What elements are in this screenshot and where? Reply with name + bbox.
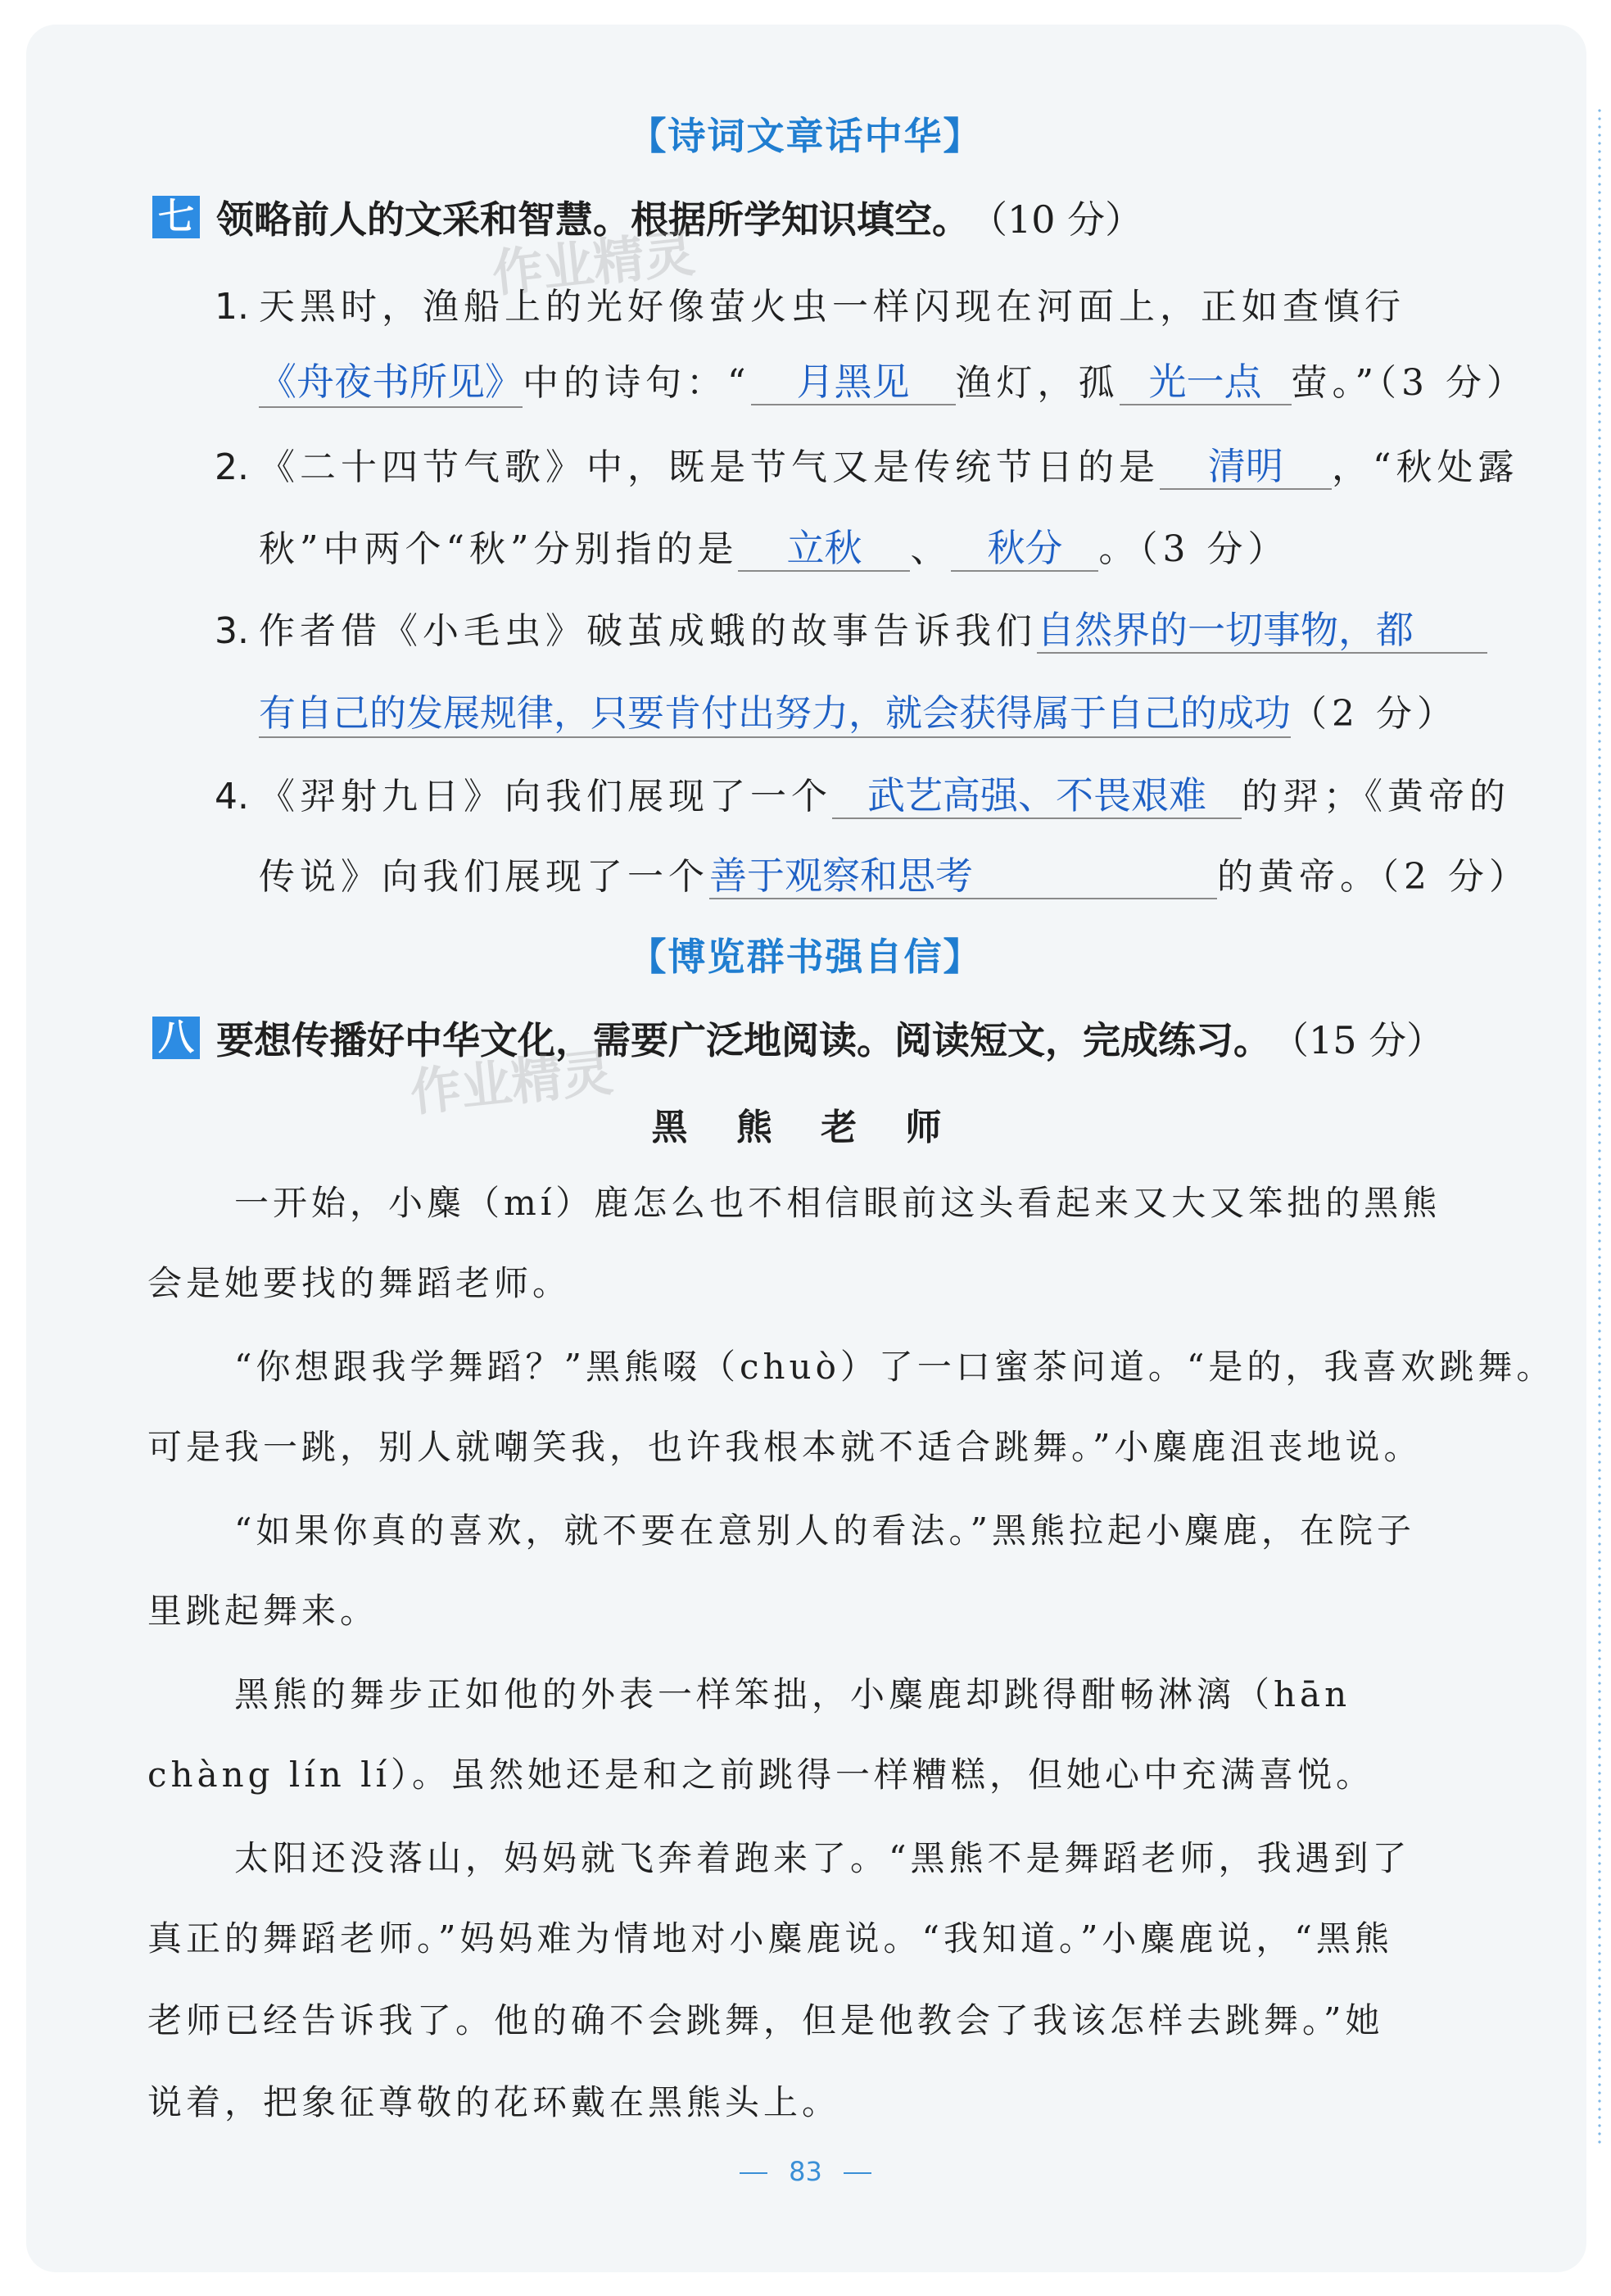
answer-blank: 有自己的发展规律，只要肯付出努力，就会获得属于自己的成功 bbox=[259, 683, 1291, 738]
question-score: （10 分） bbox=[970, 197, 1143, 242]
answer-blank: 光一点 bbox=[1120, 360, 1292, 405]
story-line: “你想跟我学舞蹈？”黑熊啜（chuò）了一口蜜茶问道。“是的，我喜欢跳舞。 bbox=[234, 1347, 1555, 1387]
answer-poem-title: 《舟夜书所见》 bbox=[259, 352, 523, 408]
item-text: 渔灯，孤 bbox=[955, 362, 1120, 404]
question-text: 要想传播好中华文化，需要广泛地阅读。阅读短文，完成练习。 bbox=[216, 1018, 1271, 1062]
answer-blank: 善于观察和思考 bbox=[709, 854, 1217, 899]
item-text: 天黑时，渔船上的光好像萤火虫一样闪现在河面上，正如查慎行 bbox=[259, 286, 1405, 328]
story-line: chàng lín lí）。虽然她还是和之前跳得一样糟糕，但她心中充满喜悦。 bbox=[147, 1755, 1375, 1795]
item-1-line-1 bbox=[215, 277, 1405, 329]
item-4-line-1 bbox=[215, 767, 1510, 819]
question-score: （15 分） bbox=[1271, 1018, 1445, 1062]
item-text: 。（3 分） bbox=[1098, 528, 1289, 570]
footer-dash-left bbox=[740, 2172, 767, 2174]
watermark: 作业精灵 bbox=[489, 223, 698, 304]
section-header-poetry: 【诗词文章话中华】 bbox=[628, 114, 983, 158]
item-4-line-2 bbox=[259, 847, 1530, 899]
item-2-line-1 bbox=[215, 437, 1519, 490]
item-1-line-2 bbox=[259, 352, 1527, 408]
story-line: 太阳还没落山，妈妈就飞奔着跑来了。“黑熊不是舞蹈老师，我遇到了 bbox=[234, 1838, 1411, 1878]
item-text: 的黄帝。（2 分） bbox=[1217, 856, 1530, 898]
item-text: 、 bbox=[910, 528, 952, 570]
item-text: 秋”中两个“秋”分别指的是 bbox=[259, 528, 739, 570]
item-number: 1. bbox=[215, 286, 249, 328]
story-line: 可是我一跳，别人就嘲笑我，也许我根本就不适合跳舞。”小麋鹿沮丧地说。 bbox=[147, 1427, 1423, 1467]
question-8-heading bbox=[152, 1011, 1444, 1065]
item-number: 3. bbox=[215, 610, 249, 652]
story-title: 黑 熊 老 师 bbox=[651, 1107, 960, 1148]
story-line: 老师已经告诉我了。他的确不会跳舞，但是他教会了我该怎样去跳舞。”她 bbox=[147, 2000, 1384, 2040]
footer-dash-right bbox=[844, 2172, 871, 2174]
answer-blank: 月黑见 bbox=[751, 360, 956, 405]
story-line: 真正的舞蹈老师。”妈妈难为情地对小麋鹿说。“我知道。”小麋鹿说，“黑熊 bbox=[147, 1918, 1393, 1959]
answer-blank: 秋分 bbox=[951, 527, 1098, 572]
item-text: 萤。”（3 分） bbox=[1291, 362, 1527, 404]
item-text: 传说》向我们展现了一个 bbox=[259, 856, 709, 898]
item-text: ，“秋处露 bbox=[1332, 446, 1519, 488]
item-text: 《羿射九日》向我们展现了一个 bbox=[259, 776, 832, 817]
page-number: 83 bbox=[789, 2156, 822, 2187]
item-text: 作者借《小毛虫》破茧成蛾的故事告诉我们 bbox=[259, 610, 1037, 652]
story-line: 会是她要找的舞蹈老师。 bbox=[147, 1263, 572, 1303]
story-line: 里跳起舞来。 bbox=[147, 1591, 379, 1631]
question-number-badge: 七 bbox=[152, 196, 200, 238]
answer-blank: 自然界的一切事物，都 bbox=[1037, 609, 1487, 654]
item-3-line-1 bbox=[215, 601, 1487, 654]
story-line: “如果你真的喜欢，就不要在意别人的看法。”黑熊拉起小麋鹿，在院子 bbox=[234, 1510, 1415, 1551]
answer-blank: 立秋 bbox=[738, 527, 910, 572]
question-text: 领略前人的文采和智慧。根据所学知识填空。 bbox=[216, 197, 970, 242]
item-text: 中的诗句：“ bbox=[523, 362, 751, 404]
item-3-line-2 bbox=[259, 683, 1458, 738]
item-text: 的羿；《黄帝的 bbox=[1242, 776, 1510, 817]
page-footer bbox=[0, 2156, 1611, 2187]
story-line: 说着，把象征尊敬的花环戴在黑熊头上。 bbox=[147, 2082, 841, 2122]
watermark: 作业精灵 bbox=[407, 1042, 616, 1123]
item-number: 4. bbox=[215, 776, 249, 817]
item-text: 《二十四节气歌》中，既是节气又是传统节日的是 bbox=[259, 446, 1160, 488]
answer-blank: 清明 bbox=[1160, 445, 1332, 490]
section-header-reading: 【博览群书强自信】 bbox=[628, 935, 983, 979]
item-2-line-2 bbox=[259, 519, 1288, 572]
item-text: （2 分） bbox=[1291, 693, 1458, 735]
item-number: 2. bbox=[215, 446, 249, 488]
answer-blank: 武艺高强、不畏艰难 bbox=[832, 774, 1242, 819]
story-line: 一开始，小麋（mí）鹿怎么也不相信眼前这头看起来又大又笨拙的黑熊 bbox=[234, 1183, 1441, 1223]
story-line: 黑熊的舞步正如他的外表一样笨拙，小麋鹿却跳得酣畅淋漓（hān bbox=[234, 1674, 1351, 1714]
question-number-badge: 八 bbox=[152, 1017, 200, 1059]
